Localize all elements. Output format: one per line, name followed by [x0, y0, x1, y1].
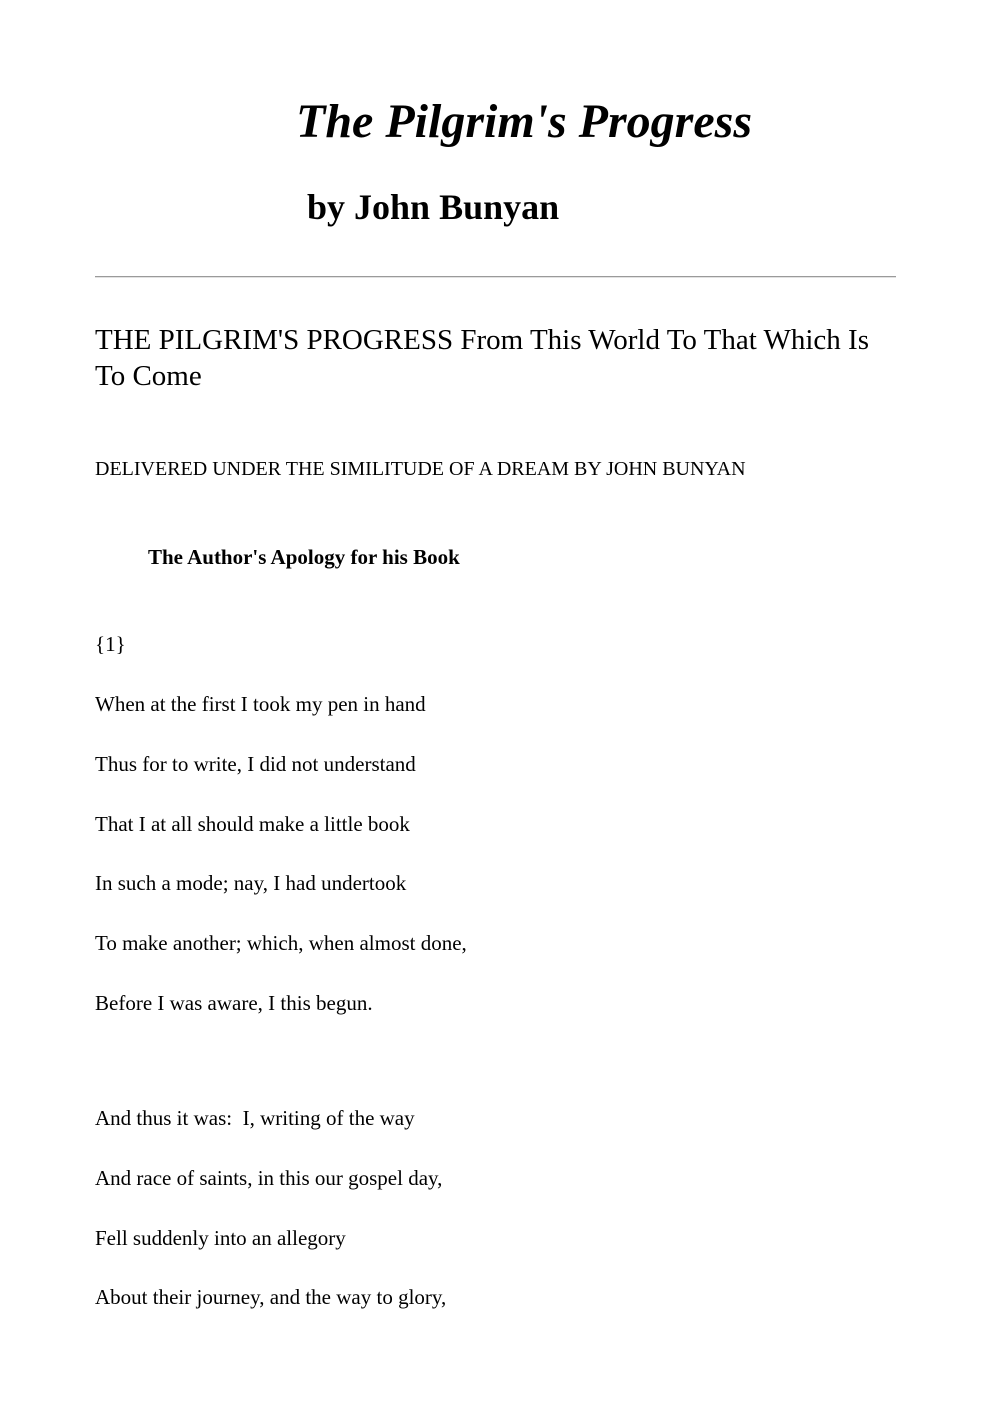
- verse-line: Fell suddenly into an allegory: [95, 1226, 346, 1250]
- full-title: THE PILGRIM'S PROGRESS From This World To That Which Is To Come: [95, 324, 869, 392]
- verse-line: When at the first I took my pen in hand: [95, 692, 426, 716]
- author-byline: by John Bunyan: [307, 187, 560, 227]
- delivered-line: DELIVERED UNDER THE SIMILITUDE OF A DREAM BY JOHN BUNYAN: [95, 458, 746, 480]
- verse-line: To make another; which, when almost done,: [95, 931, 467, 955]
- verse-line: Thus for to write, I did not understand: [95, 752, 416, 776]
- verse-line: And race of saints, in this our gospel day,: [95, 1166, 443, 1190]
- page-marker: {1}: [95, 632, 126, 656]
- verse-line: About their journey, and the way to glory,: [95, 1285, 447, 1309]
- verse-line: That I at all should make a little book: [95, 812, 410, 836]
- verse-line: In such a mode; nay, I had undertook: [95, 871, 407, 895]
- apology-heading: The Author's Apology for his Book: [148, 545, 460, 569]
- verse-line: And thus it was: I, writing of the way: [95, 1106, 415, 1130]
- verse-line: Before I was aware, I this begun.: [95, 991, 373, 1015]
- book-title: The Pilgrim's Progress: [296, 95, 753, 148]
- horizontal-rule: [95, 276, 896, 278]
